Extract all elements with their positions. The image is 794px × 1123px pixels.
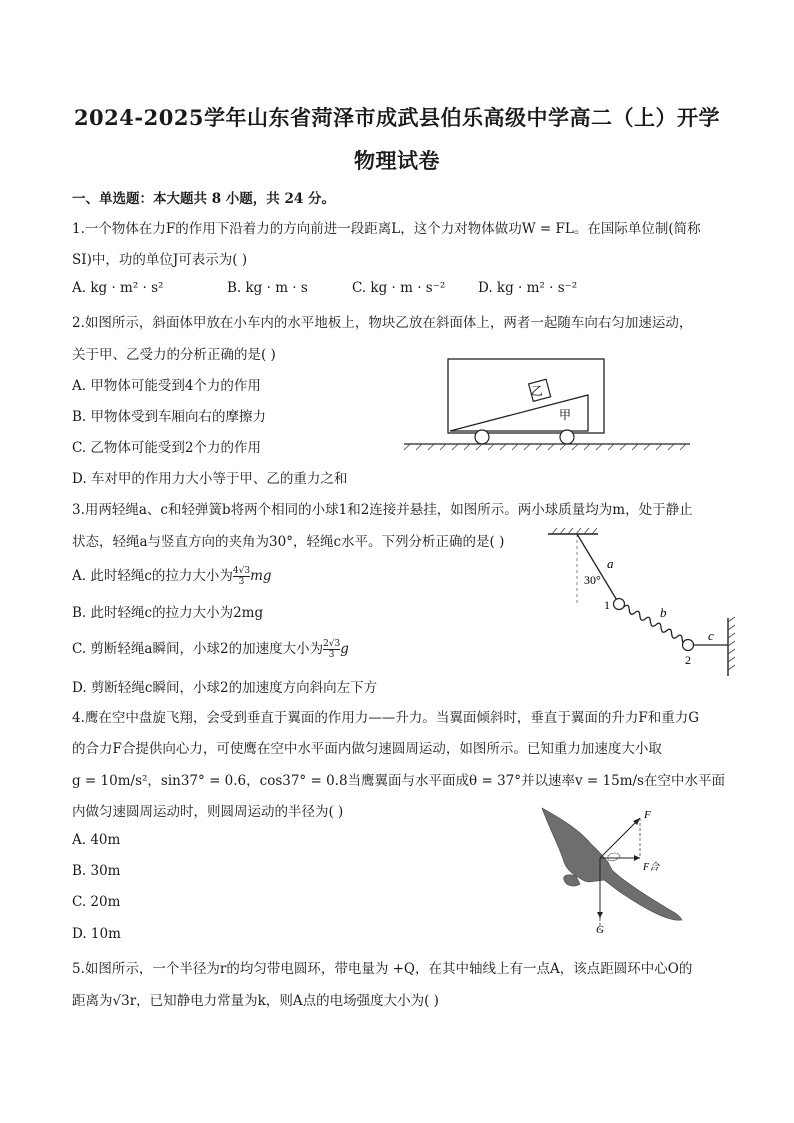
rope-a-label: a <box>607 556 614 571</box>
spring-b <box>619 604 692 645</box>
page-subtitle: 物理试卷 <box>354 148 440 173</box>
q3-option-c-unit: g <box>340 641 349 657</box>
spring-b-label: b <box>660 605 667 620</box>
q2-option-a: A. 甲物体可能受到4个力的作用 <box>72 378 261 394</box>
q3-option-d: D. 剪断轻绳c瞬间，小球2的加速度方向斜向左下方 <box>72 680 378 696</box>
section-heading: 一、单选题：本大题共 8 小题，共 24 分。 <box>72 191 335 207</box>
q3-option-c <box>72 637 349 660</box>
q4-stem-line4: 内做匀速圆周运动时，则圆周运动的半径为( ) <box>72 804 344 820</box>
q4-option-a: A. 40m <box>72 832 121 848</box>
q3-option-b: B. 此时轻绳c的拉力大小为2mg <box>72 605 264 621</box>
net-force-arrowhead <box>634 855 640 861</box>
ball-1-label: 1 <box>604 598 610 612</box>
q2-stem-line1: 2.如图所示，斜面体甲放在小车内的水平地板上，物块乙放在斜面体上，两者一起随车向右匀加速运动， <box>72 315 693 331</box>
q3-option-a-unit: mg <box>250 568 272 584</box>
q1-option-a: A. kg · m² · s² <box>72 280 164 296</box>
ball-2-label: 2 <box>685 653 691 667</box>
cart-incline-figure <box>400 355 695 450</box>
gravity-arrowhead <box>597 912 603 918</box>
q3-option-a <box>72 564 272 587</box>
spring-balls-figure <box>548 528 748 678</box>
q2-option-b: B. 甲物体受到车厢向右的摩擦力 <box>72 409 267 425</box>
label-jia: 甲 <box>558 408 572 422</box>
q5-stem-line1: 5.如图所示，一个半径为r的均匀带电圆环，带电量为 +Q，在其中轴线上有一点A，该点距圆环中心O的 <box>72 961 693 977</box>
fraction-numerator: 4√3 <box>232 566 251 576</box>
ceiling-hatching <box>552 528 597 534</box>
ball-2 <box>683 640 694 651</box>
q4-option-d: D. 10m <box>72 926 121 942</box>
q2-stem-line2: 关于甲、乙受力的分析正确的是( ) <box>72 347 276 363</box>
fraction-numerator: 2√3 <box>323 639 341 649</box>
q2-option-c: C. 乙物体可能受到2个力的作用 <box>72 440 262 456</box>
rope-c-label: c <box>708 628 714 643</box>
page-title: 2024-2025学年山东省菏泽市成武县伯乐高级中学高二（上）开学 <box>73 105 721 130</box>
label-yi: 乙 <box>530 384 544 398</box>
ground-hatching <box>404 444 686 450</box>
eagle-forces-figure <box>530 800 690 942</box>
eagle-silhouette <box>542 808 682 920</box>
ball-1 <box>614 599 625 610</box>
q4-stem-line1: 4.鹰在空中盘旋飞翔，会受到垂直于翼面的作用力——升力。当翼面倾斜时，垂直于翼面的升力F和重力G <box>72 710 700 726</box>
q3-option-c-fraction <box>323 639 340 660</box>
cart-wheel-left <box>475 430 489 444</box>
q1-stem-line1: 1.一个物体在力F的作用下沿着力的方向前进一段距离L，这个力对物体做功W = FL。在国际单位制(简称 <box>72 221 701 237</box>
wall-hatching <box>728 617 735 670</box>
q3-option-c-text: C. 剪断轻绳a瞬间，小球2的加速度大小为 <box>72 641 324 657</box>
q3-option-a-text: A. 此时轻绳c的拉力大小为 <box>72 568 233 584</box>
q3-stem-line2: 状态，轻绳a与竖直方向的夹角为30°，轻绳c水平。下列分析正确的是( ) <box>72 534 505 550</box>
q3-stem-line1: 3.用两轻绳a、c和轻弹簧b将两个相同的小球1和2连接并悬挂，如图所示。两小球质量均为m，处于静止 <box>72 502 693 518</box>
cart-wheel-right <box>560 430 574 444</box>
lift-force-vector <box>600 818 640 858</box>
cart-body <box>448 359 604 433</box>
q5-stem-line2: 距离为√3r，已知静电力常量为k，则A点的电场强度大小为( ) <box>72 993 439 1009</box>
q3-option-a-fraction <box>233 566 250 587</box>
q4-stem-line2: 的合力F合提供向心力，可使鹰在空中水平面内做匀速圆周运动，如图所示。已知重力加速度大小取 <box>72 741 662 757</box>
fraction-denominator: 3 <box>238 577 245 587</box>
q2-option-d: D. 车对甲的作用力大小等于甲、乙的重力之和 <box>72 471 348 487</box>
fraction-denominator: 3 <box>328 650 335 660</box>
q1-option-d: D. kg · m² · s⁻² <box>478 280 578 296</box>
q4-option-b: B. 30m <box>72 863 121 879</box>
net-force-label: F合 <box>643 862 660 873</box>
q1-option-c: C. kg · m · s⁻² <box>352 280 446 296</box>
lift-force-label: F <box>644 809 651 821</box>
angle-label: 30° <box>584 573 601 587</box>
gravity-label: G <box>596 924 604 936</box>
q4-option-c: C. 20m <box>72 894 121 910</box>
q4-stem-line3: g = 10m/s²，sin37° = 0.6，cos37° = 0.8当鹰翼面与水平面成θ = 37°并以速率v = 15m/s在空中水平面 <box>72 773 725 789</box>
q1-stem-line2: SI)中，功的单位J可表示为( ) <box>72 252 248 268</box>
q1-option-b: B. kg · m · s <box>227 280 308 296</box>
